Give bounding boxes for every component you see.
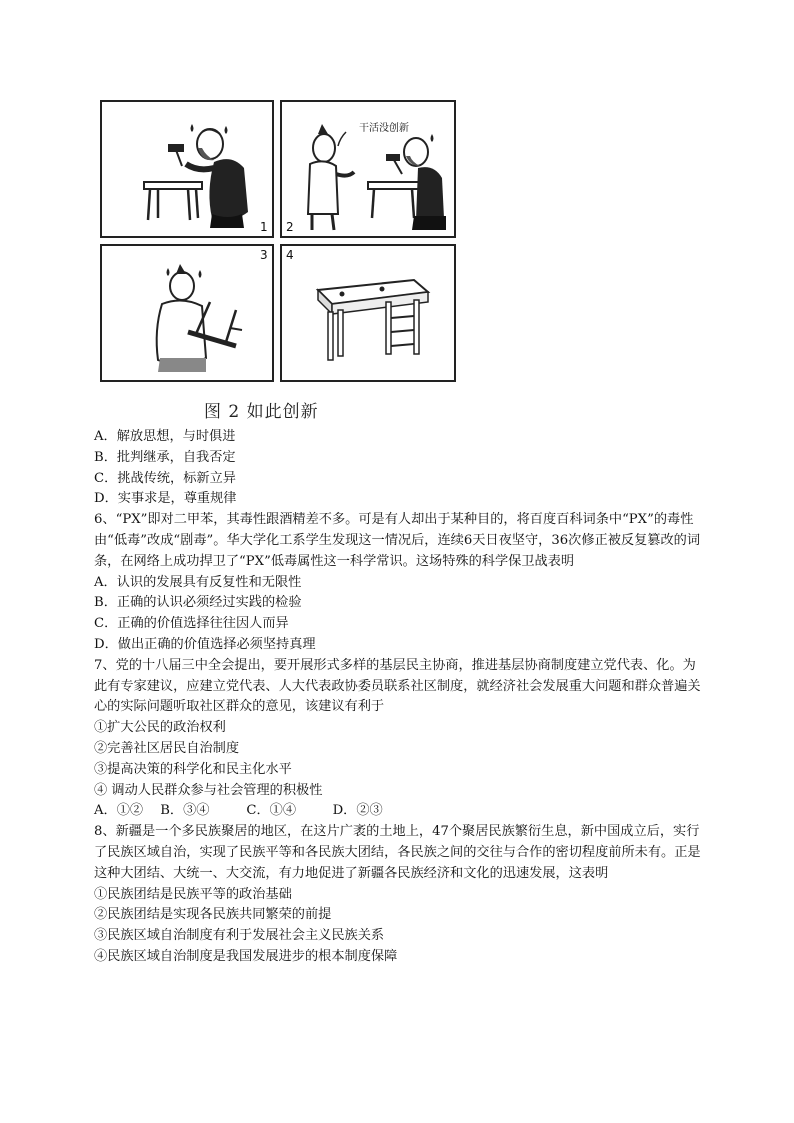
q5-option-a: A．解放思想，与时俱进 <box>94 429 236 444</box>
q7-choice-c: C．①④ <box>246 803 297 819</box>
q7-item-4: ④ 调动人民群众参与社会管理的积极性 <box>94 782 323 798</box>
inverted-bench-illustration <box>282 246 454 380</box>
worker-hammering-illustration <box>102 102 272 236</box>
q6-option-c: C．正确的价值选择往往因人而异 <box>94 616 289 632</box>
speech-balloon: 干活没创新 <box>359 123 409 134</box>
q7-choice-d: D．②③ <box>332 803 383 819</box>
q6-option-d: D．做出正确的价值选择必须坚持真理 <box>94 636 316 652</box>
q7-choice-b: B．③④ <box>160 803 210 819</box>
figure-caption: 图 2 如此创新 <box>204 402 319 422</box>
q5-option-c: C．挑战传统，标新立异 <box>94 470 236 486</box>
comic-figure <box>100 100 456 382</box>
worker-flipping-bench-illustration <box>102 246 272 380</box>
q8-item-2: ②民族团结是实现各民族共同繁荣的前提 <box>94 907 332 923</box>
q7-choice-a: A．①② <box>94 803 144 819</box>
q8-item-1: ①民族团结是民族平等的政治基础 <box>94 886 292 902</box>
q6-option-a: A．认识的发展具有反复性和无限性 <box>94 574 302 590</box>
comic-panel-3 <box>100 244 274 382</box>
panel-number-4: 4 <box>286 248 294 262</box>
panel-number-1: 1 <box>260 220 268 234</box>
panel-number-3: 3 <box>260 248 268 262</box>
q8-stem: 8、新疆是一个多民族聚居的地区，在这片广袤的土地上，47个聚居民族繁衍生息，新中国成立后，实行了民族区域自治，实现了民族平等和各民族大团结，各民族之间的交往与合作的密切程度前所未有。正是这种大团结、大统一、大交流，有力地促进了新疆各民族经济和文化的迅速发展，这表明 <box>94 824 701 881</box>
q8-item-4: ④民族区域自治制度是我国发展进步的根本制度保障 <box>94 948 398 964</box>
q7-item-1: ①扩大公民的政治权利 <box>94 720 226 736</box>
q6-stem: 6、“PX”即对二甲苯，其毒性跟酒精差不多。可是有人却出于某种目的，将百度百科词条中“PX”的毒性由“低毒”改成“剧毒”。华大学化工系学生发现这一情况后，连续6天日夜坚守，36次修正被反复篡改的词条，在网络上成功捍卫了“PX”低毒属性这一科学常识。这场特殊的科学保卫战表明 <box>94 512 701 569</box>
comic-panel-4 <box>280 244 456 382</box>
q7-item-3: ③提高决策的科学化和民主化水平 <box>94 761 292 777</box>
panel-number-2: 2 <box>286 220 294 234</box>
q5-option-b: B．批判继承，自我否定 <box>94 449 236 465</box>
q7-stem: 7、党的十八届三中全会提出，要开展形式多样的基层民主协商，推进基层协商制度建立党代表、化。为此有专家建议，应建立党代表、人大代表政协委员联系社区制度，就经济社会发展重大问题和群众普遍关心的实际问题听取社区群众的意见，该建议有利于 <box>94 657 701 715</box>
q6-option-b: B．正确的认识必须经过实践的检验 <box>94 595 302 611</box>
comic-panel-1 <box>100 100 274 238</box>
q7-item-2: ②完善社区居民自治制度 <box>94 740 240 756</box>
question-text <box>94 427 708 968</box>
q5-option-d: D．实事求是，尊重规律 <box>94 491 237 507</box>
comic-panel-2 <box>280 100 456 238</box>
q7-choices <box>94 801 708 822</box>
q8-item-3: ③民族区域自治制度有利于发展社会主义民族关系 <box>94 928 385 944</box>
